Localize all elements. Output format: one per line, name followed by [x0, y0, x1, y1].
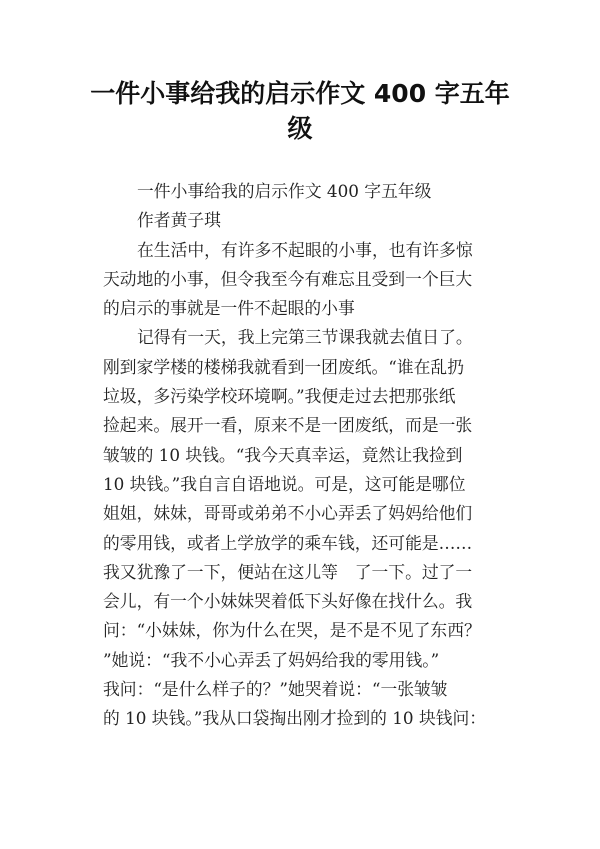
body-line: 记得有一天，我上完第三节课我就去值日了。	[137, 327, 473, 348]
document-title	[60, 76, 540, 146]
body-line: 的 10 块钱。”我从口袋掏出刚才捡到的 10 块钱问：	[103, 708, 487, 729]
body-line: 的启示的事就是一件不起眼的小事	[103, 298, 355, 319]
body-line: 姐姐，妹妹，哥哥或弟弟不小心弄丢了妈妈给他们	[103, 503, 473, 524]
body-line: 会儿，有一个小妹妹哭着低下头好像在找什么。我	[103, 591, 473, 612]
body-line: ”她说：“我不小心弄丢了妈妈给我的零用钱。”	[103, 649, 440, 670]
title-line-2: 级	[287, 114, 313, 143]
body-line: 垃圾，多污染学校环境啊。”我便走过去把那张纸	[103, 386, 456, 407]
title-line-1: 一件小事给我的启示作文 400 字五年	[90, 79, 510, 108]
body-line: 10 块钱。”我自言自语地说。可是，这可能是哪位	[103, 473, 466, 494]
body-line: 刚到家学楼的楼梯我就看到一团废纸。“谁在乱扔	[103, 356, 464, 377]
body-line: 天动地的小事，但令我至今有难忘且受到一个巨大	[103, 268, 473, 289]
body-line: 一件小事给我的启示作文 400 字五年级	[137, 181, 432, 201]
body-line: 皱皱的 10 块钱。“我今天真幸运，竟然让我捡到	[103, 444, 463, 465]
document-body	[103, 177, 519, 734]
body-line: 问：“小妹妹，你为什么在哭，是不是不见了东西？	[103, 620, 481, 641]
body-line: 在生活中，有许多不起眼的小事，也有许多惊	[137, 239, 473, 260]
body-line: 的零用钱，或者上学放学的乘车钱，还可能是……	[103, 532, 473, 553]
body-line: 作者黄子琪	[137, 210, 221, 231]
body-line: 我又犹豫了一下，便站在这儿等 了一下。过了一	[103, 561, 473, 582]
body-line: 我问：“是什么样子的？”她哭着说：“一张皱皱	[103, 679, 448, 700]
body-line: 捡起来。展开一看，原来不是一团废纸，而是一张	[103, 415, 473, 436]
